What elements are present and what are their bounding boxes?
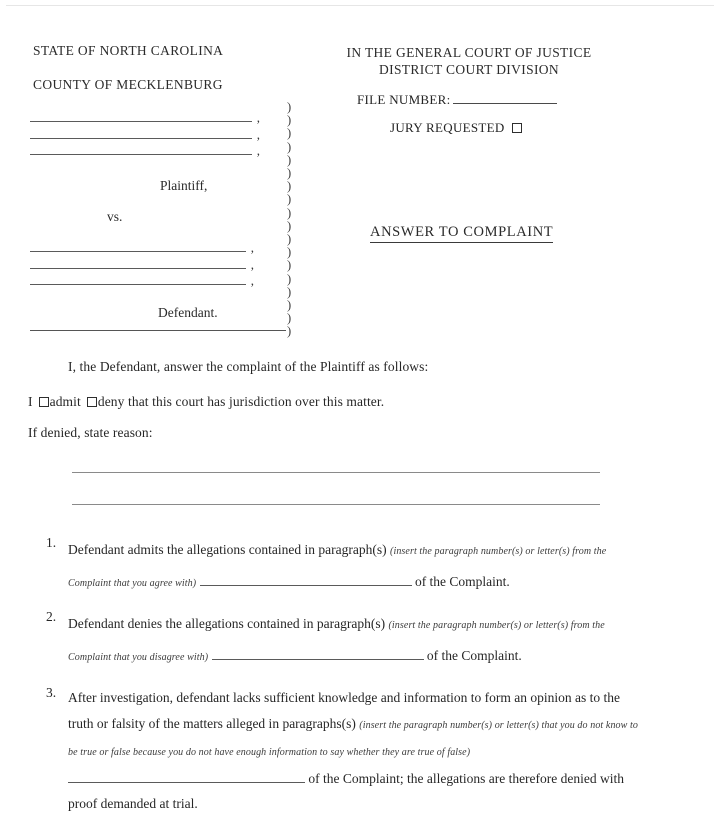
paren-glyph: ) — [287, 232, 292, 247]
item-1-number: 1. — [46, 535, 57, 550]
defendant-name-field-1[interactable] — [30, 241, 254, 255]
paren-glyph: ) — [287, 311, 292, 326]
paren-column — [287, 101, 291, 339]
item-3-paragraphs-field[interactable] — [68, 771, 305, 783]
item-3 — [46, 685, 694, 817]
deny-checkbox[interactable] — [87, 397, 97, 407]
file-number-field[interactable] — [453, 92, 557, 104]
item-2-text — [68, 609, 694, 673]
item-3-text — [68, 685, 694, 817]
court-heading-line1: IN THE GENERAL COURT OF JUSTICE — [346, 45, 592, 60]
paren-glyph: ) — [287, 152, 292, 167]
jury-requested-checkbox[interactable] — [512, 123, 522, 133]
plaintiff-label: Plaintiff, — [160, 178, 208, 193]
reason-field-line-1[interactable] — [72, 458, 600, 473]
paren-glyph: ) — [287, 100, 292, 114]
item-2-paragraphs-field[interactable] — [212, 648, 424, 660]
defendant-name-field-3[interactable] — [30, 274, 254, 288]
item-1-text — [68, 535, 694, 599]
paren-glyph: ) — [287, 166, 292, 181]
jurisdiction-prefix: I — [28, 394, 33, 409]
blank-rule — [30, 138, 252, 139]
if-denied-label: If denied, state reason: — [28, 425, 153, 440]
item-3-note-part1: (insert the paragraph number(s) or letter(s) that you do not know to — [359, 719, 638, 731]
item-3-line2: truth or falsity of the matters alleged in paragraphs(s) — [68, 715, 356, 731]
blank-rule — [30, 251, 246, 252]
jury-requested-label: JURY REQUESTED — [390, 120, 505, 135]
caption-bottom-rule — [30, 316, 286, 331]
file-number-row — [357, 92, 557, 108]
document-title: ANSWER TO COMPLAINT — [370, 224, 553, 243]
comma: , — [250, 240, 254, 255]
paren-glyph: ) — [287, 245, 292, 260]
county-heading: COUNTY OF MECKLENBURG — [33, 77, 223, 92]
item-2-note-part1: (insert the paragraph number(s) or letter(s) from the — [388, 620, 605, 631]
item-1-note-part1: (insert the paragraph number(s) or letter(s) from the — [390, 546, 607, 557]
reason-field-line-2[interactable] — [72, 490, 600, 505]
item-3-last-line: proof demanded at trial. — [68, 796, 198, 811]
item-2-number: 2. — [46, 609, 57, 624]
plaintiff-name-field-2[interactable] — [30, 128, 260, 142]
state-heading: STATE OF NORTH CAROLINA — [33, 43, 224, 58]
paren-glyph: ) — [287, 113, 292, 128]
comma: , — [256, 143, 260, 158]
blank-rule — [30, 121, 252, 122]
jurisdiction-sentence — [28, 394, 384, 410]
paren-glyph: ) — [287, 271, 292, 286]
item-3-line1: After investigation, defendant lacks sufficient knowledge and information to form an opinion as to the — [68, 690, 620, 705]
versus-label: vs. — [107, 209, 123, 224]
item-2-note-part2: Complaint that you disagree with) — [68, 652, 209, 663]
admit-checkbox[interactable] — [39, 397, 49, 407]
comma: , — [250, 273, 254, 288]
paren-glyph: ) — [287, 258, 292, 273]
comma: , — [250, 257, 254, 272]
plaintiff-name-field-3[interactable] — [30, 144, 260, 158]
item-3-note-part2: be true or false because you do not have enough information to say whether they are true of false) — [68, 747, 471, 758]
court-heading-line2: DISTRICT COURT DIVISION — [379, 62, 559, 77]
comma: , — [256, 127, 260, 142]
item-1-main-text: Defendant admits the allegations contained in paragraph(s) — [68, 542, 387, 557]
paren-glyph: ) — [287, 126, 292, 141]
file-number-label: FILE NUMBER: — [357, 92, 451, 107]
paren-glyph: ) — [287, 205, 292, 220]
admit-label: admit — [49, 394, 81, 409]
jurisdiction-rest: that this court has jurisdiction over this matter. — [128, 394, 385, 409]
scan-artifact-line — [6, 5, 714, 6]
deny-label: deny — [97, 394, 125, 409]
defendant-name-field-2[interactable] — [30, 258, 254, 272]
blank-rule — [30, 268, 246, 269]
item-3-suffix: of the Complaint; the allegations are therefore denied with — [308, 770, 625, 786]
item-1-paragraphs-field[interactable] — [200, 574, 412, 586]
paren-glyph: ) — [287, 218, 292, 233]
jury-requested-row — [390, 120, 522, 136]
paren-glyph: ) — [287, 179, 292, 194]
item-2-main-text: Defendant denies the allegations contained in paragraph(s) — [68, 616, 386, 631]
defendant-label: Defendant. — [158, 305, 218, 320]
comma: , — [256, 110, 260, 125]
item-1-suffix: of the Complaint. — [414, 574, 510, 589]
item-2-suffix: of the Complaint. — [426, 648, 522, 663]
court-heading — [338, 44, 600, 78]
intro-sentence: I, the Defendant, answer the complaint of the Plaintiff as follows: — [68, 359, 429, 374]
paren-glyph: ) — [287, 284, 292, 299]
paren-glyph: ) — [287, 139, 292, 154]
item-1 — [46, 535, 694, 599]
paren-glyph: ) — [287, 324, 292, 339]
paren-glyph: ) — [287, 192, 292, 207]
item-1-note-part2: Complaint that you agree with) — [68, 578, 197, 589]
blank-rule — [30, 154, 252, 155]
plaintiff-name-field-1[interactable] — [30, 111, 260, 125]
paren-glyph: ) — [287, 298, 292, 313]
blank-rule — [30, 284, 246, 285]
item-2 — [46, 609, 694, 673]
item-3-number: 3. — [46, 685, 57, 700]
